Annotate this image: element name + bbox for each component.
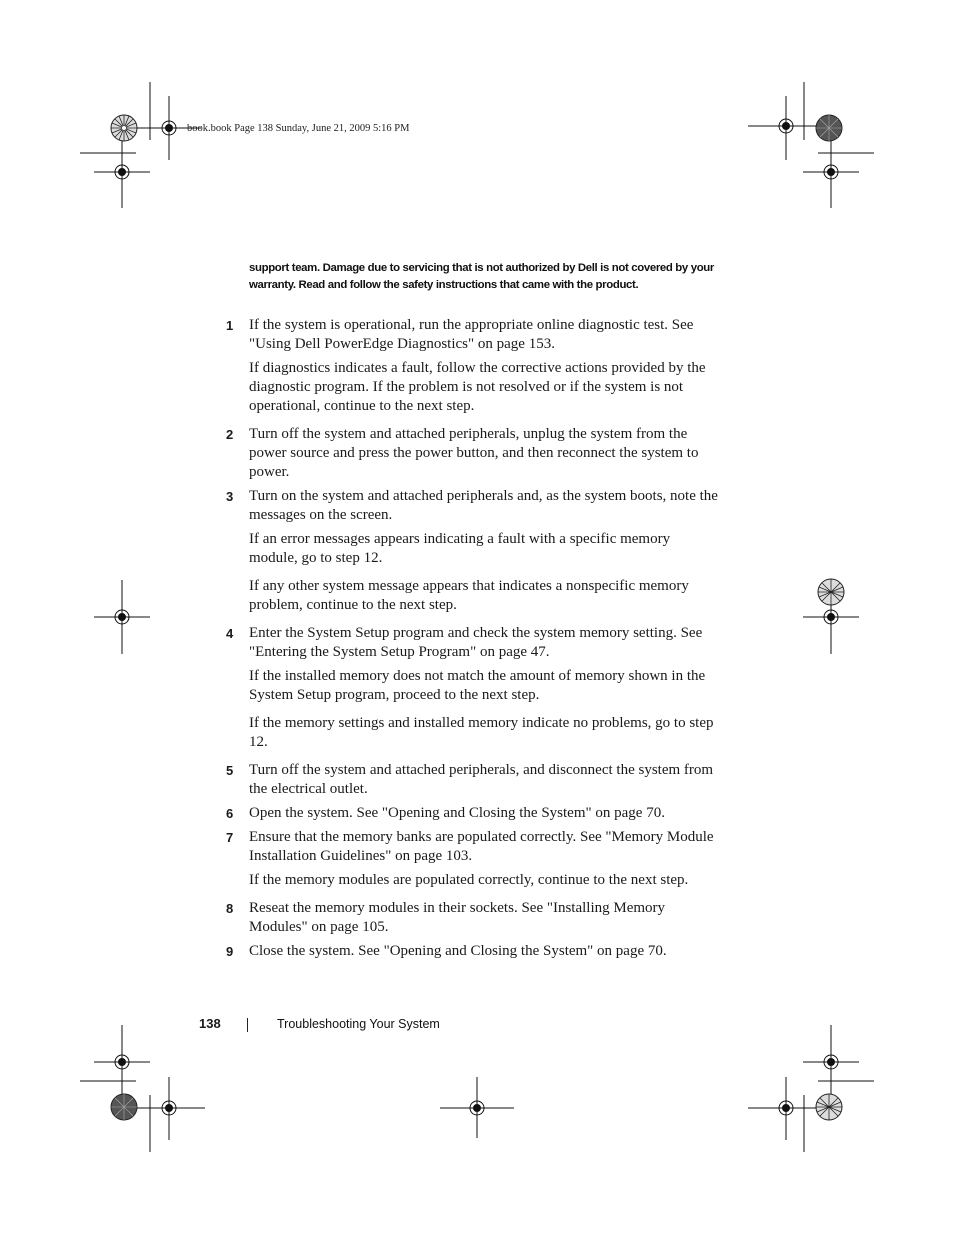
step-text: Reseat the memory modules in their sockets. See "Installing Memory Modules" on page 105. bbox=[249, 900, 666, 935]
step-item bbox=[226, 316, 719, 416]
rosette-mark-icon bbox=[111, 115, 137, 141]
footer-section-title: Troubleshooting Your System bbox=[277, 1017, 440, 1031]
step-text: Open the system. See "Opening and Closing the System" on page 70. bbox=[249, 805, 665, 821]
step-text: Turn off the system and attached peripherals, and disconnect the system from the electrical outlet. bbox=[249, 762, 714, 797]
rosette-mark-icon bbox=[816, 1094, 842, 1120]
step-item bbox=[226, 899, 719, 937]
step-number: 4 bbox=[226, 626, 234, 641]
step-number: 3 bbox=[226, 489, 234, 504]
rosette-mark-icon bbox=[111, 1094, 137, 1120]
warning-text: support team. Damage due to servicing that is not authorized by Dell is not covered by your warranty. Read and follow the safety instructions that came with the product. bbox=[249, 262, 715, 291]
step-text: Turn off the system and attached peripherals, unplug the system from the power source and press the power button, and then reconnect the system to power. bbox=[249, 426, 699, 480]
step-note: If any other system message appears that indicates a nonspecific memory problem, continue to the next step. bbox=[249, 578, 689, 613]
step-number: 2 bbox=[226, 427, 234, 442]
registration-target-icon bbox=[94, 1025, 150, 1099]
step-item bbox=[226, 761, 719, 799]
step-number: 8 bbox=[226, 901, 234, 916]
registration-target-icon bbox=[131, 1077, 205, 1140]
step-item bbox=[226, 425, 719, 482]
step-number: 7 bbox=[226, 830, 234, 845]
registration-target-icon bbox=[94, 580, 150, 654]
step-item bbox=[226, 942, 719, 961]
step-number: 5 bbox=[226, 763, 234, 778]
registration-target-icon bbox=[748, 96, 818, 160]
step-text: Enter the System Setup program and check the system memory setting. See "Entering the System Setup Program" on page 47. bbox=[249, 625, 703, 660]
step-note: If the installed memory does not match the amount of memory shown in the System Setup program, proceed to the next step. bbox=[249, 668, 706, 703]
step-item bbox=[226, 624, 719, 752]
step-number: 6 bbox=[226, 806, 234, 821]
step-item bbox=[226, 828, 719, 890]
registration-target-icon bbox=[748, 1077, 822, 1140]
rosette-mark-icon bbox=[818, 579, 844, 605]
step-note: If diagnostics indicates a fault, follow the corrective actions provided by the diagnostic program. If the problem is not resolved or if the system is not operational, continue to the next step. bbox=[249, 360, 706, 414]
procedure-steps bbox=[226, 316, 719, 961]
step-note: If the memory settings and installed memory indicate no problems, go to step 12. bbox=[249, 715, 714, 750]
footer-divider bbox=[247, 1018, 248, 1032]
step-note: If the memory modules are populated correctly, continue to the next step. bbox=[249, 872, 689, 888]
step-item bbox=[226, 487, 719, 615]
print-file-stamp: book.book Page 138 Sunday, June 21, 2009 5:16 PM bbox=[187, 123, 410, 134]
step-text: If the system is operational, run the appropriate online diagnostic test. See "Using Dell PowerEdge Diagnostics" on page 153. bbox=[249, 317, 694, 352]
step-item bbox=[226, 804, 719, 823]
registration-target-icon bbox=[803, 1025, 859, 1099]
page-number: 138 bbox=[199, 1016, 221, 1031]
step-text: Turn on the system and attached peripherals and, as the system boots, note the messages on the screen. bbox=[249, 488, 718, 523]
step-text: Ensure that the memory banks are populated correctly. See "Memory Module Installation Guidelines" on page 103. bbox=[249, 829, 714, 864]
rosette-mark-icon bbox=[816, 115, 842, 141]
registration-target-icon bbox=[440, 1077, 514, 1138]
registration-target-icon bbox=[803, 135, 859, 208]
step-text: Close the system. See "Opening and Closing the System" on page 70. bbox=[249, 943, 667, 959]
step-number: 9 bbox=[226, 944, 234, 959]
step-number: 1 bbox=[226, 318, 234, 333]
registration-target-icon bbox=[94, 135, 150, 208]
step-note: If an error messages appears indicating a fault with a specific memory module, go to step 12. bbox=[249, 531, 671, 566]
